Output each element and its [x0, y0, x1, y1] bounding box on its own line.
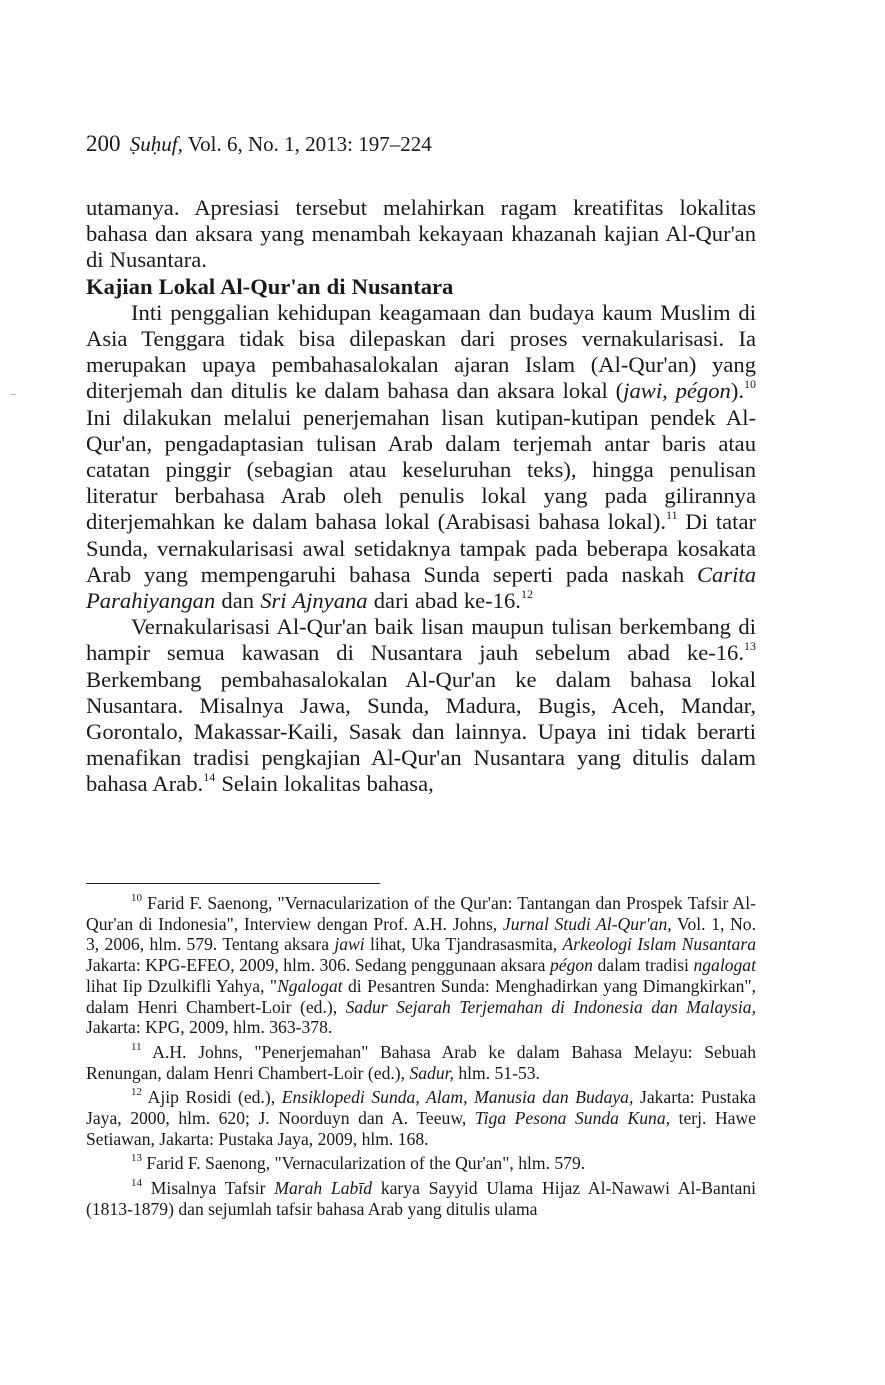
paragraph-continuation: utamanya. Apresiasi tersebut melahirkan ragam kreatifitas lokalitas bahasa dan aksara yang menambah kekayaan khazanah kajian Al-Qur'an di Nusantara.: [86, 195, 756, 273]
main-text: [86, 195, 756, 798]
footnote-ref-10[interactable]: 10: [744, 377, 756, 392]
footnote-13: $^{13}$ Farid F. Saenong, "Vernacularization of the Qur'an", hlm. 579.: [131, 1152, 586, 1174]
footnotes: [86, 893, 756, 1220]
footnote-ref-12[interactable]: 12: [520, 587, 533, 602]
paragraph-development: Vernakularisasi Al-Qur'an baik lisan maupun tulisan berkembang di hampir semua kawasan di Nusantara jauh sebelum abad ke-16.13 Berkembang pembahasalokalan Al-Qur'an ke dalam bahasa lokal Nusantara. Misalnya Jawa, Sunda, Madura, Bugis, Aceh, Mandar, Gorontalo, Makassar-Kaili, Sasak dan lainnya. Upaya ini tidak berarti menafikan tradisi pengkajian Al-Qur'an Nusantara yang ditulis dalam bahasa Arab.$^{14}$ Selain lokalitas bahasa,: [86, 614, 756, 797]
journal-name: Ṣuḥuf,: [129, 132, 183, 156]
paragraph-vernacularization: Inti penggalian kehidupan keagamaan dan budaya kaum Muslim di Asia Tenggara tidak bisa dilepaskan dari proses vernakularisasi. Ia merupakan upaya pembahasalokalan ajaran Islam (Al-Qur'an) yang diterjemah dan ditulis ke dalam bahasa dan aksara lokal (jawi, pégon).$^{10}$ Ini dilakukan melalui penerjemahan lisan kutipan-kutipan pendek Al-Qur'an, pengadaptasian tulisan Arab dalam terjemah antar baris atau catatan pinggir (sebagian atau keseluruhan teks), hingga penulisan literatur berbahasa Arab oleh penulis lokal yang pada gilirannya diterjemahkan ke dalam bahasa lokal (Arabisasi bahasa lokal).$^{11}$ Di tatar Sunda, vernakularisasi awal setidaknya tampak pada beberapa kosakata Arab yang mempengaruhi bahasa Sunda seperti pada naskah Carita Parahiyangan dan Sri Ajnyana dari abad ke-16.12: [86, 299, 756, 614]
footnote-11: $^{11}$ A.H. Johns, "Penerjemahan" Bahasa Arab ke dalam Bahasa Melayu: Sebuah Renungan, dalam Henri Chambert-Loir (ed.), Sadur, hlm. 51-53.: [86, 1040, 756, 1083]
page-number: 200: [86, 131, 121, 156]
footnote-divider: [86, 883, 380, 884]
footnote-ref-14[interactable]: 14: [203, 770, 216, 785]
footnote-12: $^{12}$ Ajip Rosidi (ed.), Ensiklopedi Sunda, Alam, Manusia dan Budaya, Jakarta: Pustaka Jaya, 2000, hlm. 620; J. Noorduyn dan A. Teeuw, Tiga Pesona Sunda Kuna, terj. Hawe Setiawan, Jakarta: Pustaka Jaya, 2009, hlm. 168.: [86, 1086, 756, 1149]
footnote-ref-13[interactable]: 13: [744, 639, 756, 654]
scan-artifact-mark: –: [10, 386, 16, 400]
journal-citation: Vol. 6, No. 1, 2013: 197–224: [187, 132, 432, 156]
running-header: [86, 132, 432, 156]
footnote-ref-11[interactable]: 11: [666, 508, 678, 523]
section-heading: Kajian Lokal Al-Qur'an di Nusantara: [86, 273, 454, 299]
footnote-10: $^{10}$ Farid F. Saenong, "Vernacularization of the Qur'an: Tantangan dan Prospek Tafsir Al-Qur'an di Indonesia", Interview dengan Prof. A.H. Johns, Jurnal Studi Al-Qur'an, Vol. 1, No. 3, 2006, hlm. 579. Tentang aksara jawi lihat, Uka Tjandrasasmita, Arkeologi Islam Nusantara Jakarta: KPG-EFEO, 2009, hlm. 306. Sedang penggunaan aksara pégon dalam tradisi ngalogat lihat Iip Dzulkifli Yahya, "Ngalogat di Pesantren Sunda: Menghadirkan yang Dimangkirkan", dalam Henri Chambert-Loir (ed.), Sadur Sejarah Terjemahan di Indonesia dan Malaysia, Jakarta: KPG, 2009, hlm. 363-378.: [86, 892, 757, 1038]
footnote-14: $^{14}$ Misalnya Tafsir Marah Labīd karya Sayyid Ulama Hijaz Al-Nawawi Al-Bantani (1813-1879) dan sejumlah tafsir bahasa Arab yang ditulis ulama: [86, 1177, 757, 1219]
